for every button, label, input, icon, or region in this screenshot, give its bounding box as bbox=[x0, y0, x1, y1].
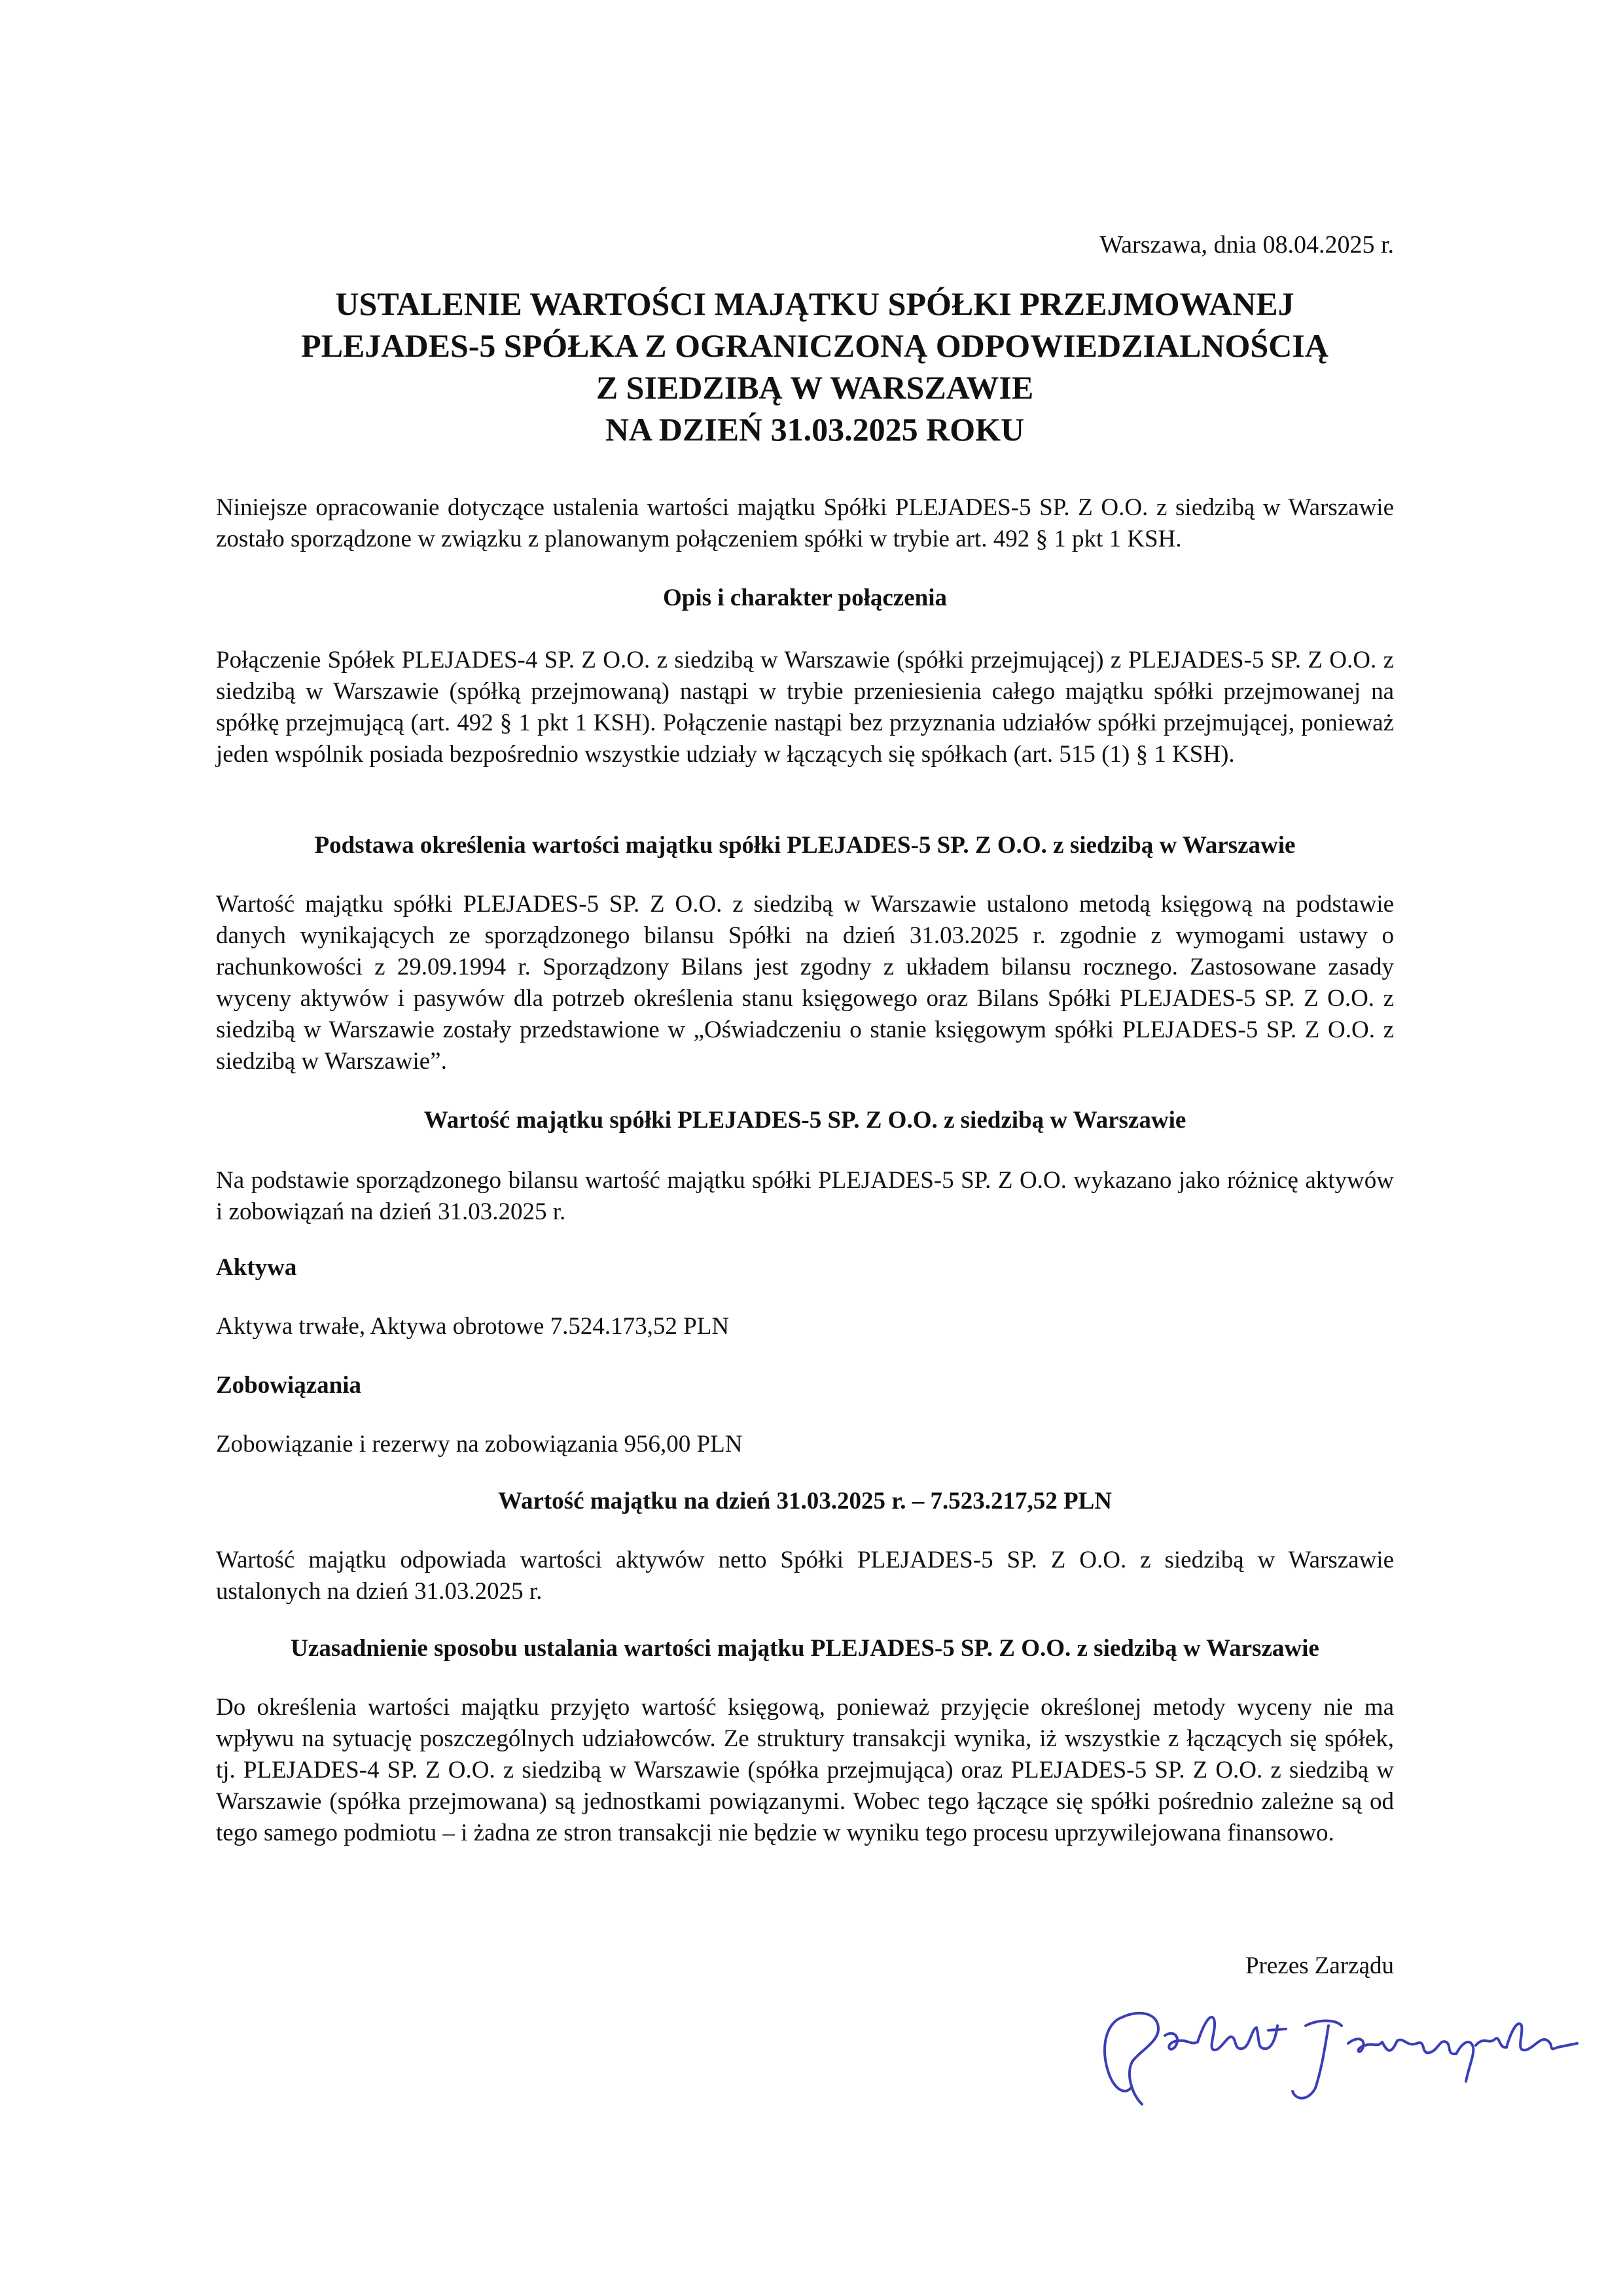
section-heading-asset-value: Wartość majątku spółki PLEJADES-5 SP. Z O.O. z siedzibą w Warszawie bbox=[423, 1107, 1186, 1134]
signature-stroke bbox=[1165, 2034, 1198, 2049]
net-value-heading: Wartość majątku na dzień 31.03.2025 r. – 7.523.217,52 PLN bbox=[497, 1488, 1113, 1515]
signature-stroke bbox=[1257, 2026, 1286, 2049]
section-heading-valuation-basis: Podstawa określenia wartości majątku spółki PLEJADES-5 SP. Z O.O. z siedzibą w Warszawie bbox=[314, 832, 1296, 859]
liabilities-line: Zobowiązanie i rezerwy na zobowiązania 956,00 PLN bbox=[216, 1431, 743, 1458]
signature-stroke bbox=[1105, 2017, 1131, 2091]
net-value-paragraph: Wartość majątku odpowiada wartości aktywów netto Spółki PLEJADES-5 SP. Z O.O. z siedzibą w Warszawie ustalonych na dzień 31.03.2025 r. bbox=[216, 1547, 1394, 1605]
section-heading-merger-description: Opis i charakter połączenia bbox=[662, 584, 948, 611]
title-line-4: NA DZIEŃ 31.03.2025 ROKU bbox=[605, 411, 1025, 448]
section-heading-justification: Uzasadnienie sposobu ustalania wartości majątku PLEJADES-5 SP. Z O.O. z siedzibą w Warszawie bbox=[291, 1635, 1319, 1662]
signature-stroke bbox=[1507, 2024, 1577, 2050]
title-line-1: USTALENIE WARTOŚCI MAJĄTKU SPÓŁKI PRZEJMOWANEJ bbox=[335, 285, 1294, 322]
justification-paragraph: Do określenia wartości majątku przyjęto wartość księgową, ponieważ przyjęcie określonej metody wyceny nie ma wpływu na sytuację poszczególnych udziałowców. Ze struktury transakcji wynika, iż wszystkie z łączących się spółek, tj. PLEJADES-4 SP. Z O.O. z siedzibą w Warszawie (spółka przejmująca) oraz PLEJADES-5 SP. Z O.O. z siedzibą w Warszawie (spółka przejmowana) są jednostkami powiązanymi. Wobec tego łączące się spółki pośrednio zależne są od tego samego podmiotu – i żadna ze stron transakcji nie będzie w wyniku tego procesu uprzywilejowana finansowo. bbox=[216, 1694, 1394, 1846]
signature-stroke bbox=[1456, 2038, 1507, 2081]
title-line-3: Z SIEDZIBĄ W WARSZAWIE bbox=[596, 369, 1034, 406]
handwritten-signature bbox=[1060, 1990, 1584, 2114]
signature-stroke bbox=[1348, 2039, 1397, 2051]
document-title bbox=[216, 283, 1414, 450]
assets-label: Aktywa bbox=[216, 1254, 297, 1281]
merger-description-paragraph: Połączenie Spółek PLEJADES-4 SP. Z O.O. z siedzibą w Warszawie (spółki przejmującej) z PLEJADES-5 SP. Z O.O. z siedzibą w Warszawie (spółką przejmowaną) nastąpi w trybie przeniesienia całego majątku spółki przejmowanej na spółkę przejmującą (art. 492 § 1 pkt 1 KSH). Połączenie nastąpi bez przyznania udziałów spółki przejmującej, ponieważ jeden wspólnik posiada bezpośrednio wszystkie udziały w łączących się spółkach (art. 515 (1) § 1 KSH). bbox=[216, 647, 1394, 768]
signature-role: Prezes Zarządu bbox=[1245, 1952, 1394, 1979]
place-date: Warszawa, dnia 08.04.2025 r. bbox=[1099, 231, 1394, 259]
asset-value-paragraph: Na podstawie sporządzonego bilansu wartość majątku spółki PLEJADES-5 SP. Z O.O. wykazano jako różnicę aktywów i zobowiązań na dzień 31.03.2025 r. bbox=[216, 1167, 1394, 1225]
assets-line: Aktywa trwałe, Aktywa obrotowe 7.524.173,52 PLN bbox=[216, 1313, 730, 1340]
signature-stroke bbox=[1293, 2021, 1342, 2098]
signature-stroke bbox=[1198, 2017, 1257, 2050]
intro-paragraph: Niniejsze opracowanie dotyczące ustalenia wartości majątku Spółki PLEJADES-5 SP. Z O.O. z siedzibą w Warszawie zostało sporządzone w związku z planowanym połączeniem spółki w trybie art. 492 § 1 pkt 1 KSH. bbox=[216, 494, 1394, 552]
valuation-basis-paragraph: Wartość majątku spółki PLEJADES-5 SP. Z O.O. z siedzibą w Warszawie ustalono metodą księgową na podstawie danych wynikających ze sporządzonego bilansu Spółki na dzień 31.03.2025 r. zgodnie z wymogami ustawy o rachunkowości z 29.09.1994 r. Sporządzony Bilans jest zgodny z układem bilansu rocznego. Zastosowane zasady wyceny aktywów i pasywów dla potrzeb określenia stanu księgowego oraz Bilans Spółki PLEJADES-5 SP. Z O.O. z siedzibą w Warszawie zostały przedstawione w „Oświadczeniu o stanie księgowym spółki PLEJADES-5 SP. Z O.O. z siedzibą w Warszawie”. bbox=[216, 891, 1394, 1075]
liabilities-label: Zobowiązania bbox=[216, 1372, 362, 1399]
signature-stroke bbox=[1397, 2040, 1456, 2054]
title-line-2: PLEJADES-5 SPÓŁKA Z OGRANICZONĄ ODPOWIEDZIALNOŚCIĄ bbox=[301, 327, 1329, 364]
